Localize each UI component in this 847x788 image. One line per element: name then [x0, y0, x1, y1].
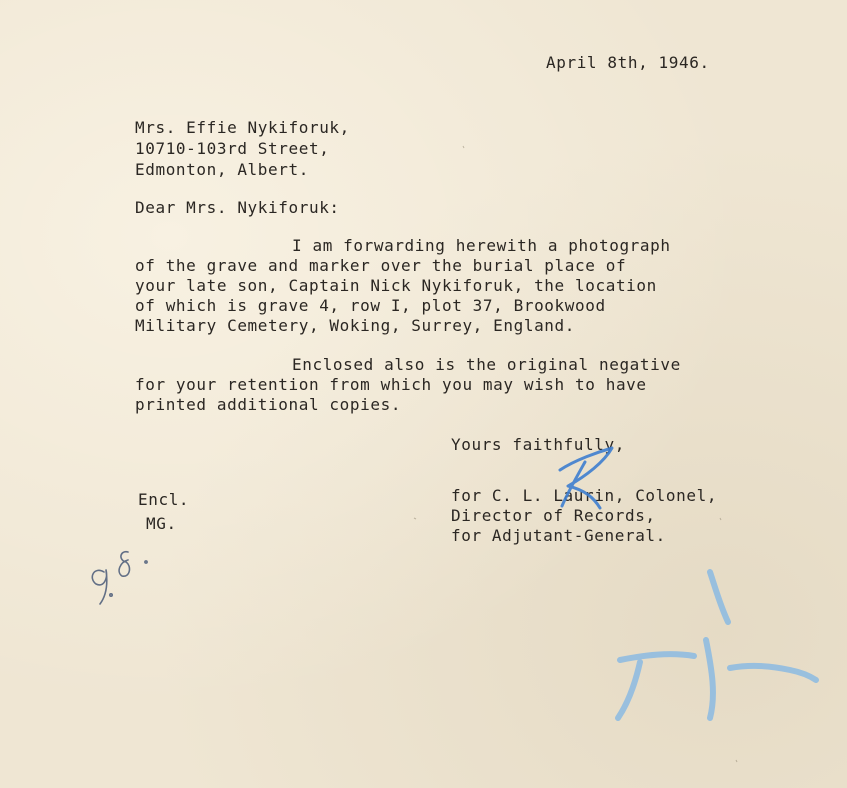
faded-blue-signature: [618, 572, 816, 718]
typist-initials: MG.: [146, 514, 177, 533]
paragraph-1-line: I am forwarding herewith a photograph: [292, 236, 671, 255]
closing: Yours faithfully,: [451, 435, 625, 454]
signature-line: for Adjutant-General.: [451, 526, 666, 545]
paper-specks: [414, 146, 737, 762]
paragraph-1-line: of the grave and marker over the burial place of: [135, 256, 627, 275]
recipient-street: 10710-103rd Street,: [135, 139, 330, 158]
paragraph-1-line: of which is grave 4, row I, plot 37, Brookwood: [135, 296, 606, 315]
pencil-note-mark: [92, 552, 147, 604]
recipient-city: Edmonton, Albert.: [135, 160, 309, 179]
enclosure-note: Encl.: [138, 490, 190, 509]
paragraph-2-line: Enclosed also is the original negative: [292, 355, 681, 374]
paragraph-2-line: printed additional copies.: [135, 395, 402, 414]
paragraph-1-line: your late son, Captain Nick Nykiforuk, the location: [135, 276, 657, 295]
letter-date: April 8th, 1946.: [546, 53, 710, 72]
paragraph-2-line: for your retention from which you may wish to have: [135, 375, 647, 394]
signature-line: Director of Records,: [451, 506, 656, 525]
recipient-name: Mrs. Effie Nykiforuk,: [135, 118, 350, 137]
signature-line: for C. L. Laurin, Colonel,: [451, 486, 718, 505]
salutation: Dear Mrs. Nykiforuk:: [135, 198, 340, 217]
paragraph-1-line: Military Cemetery, Woking, Surrey, England.: [135, 316, 576, 335]
ink-initial-mark: [560, 448, 612, 508]
